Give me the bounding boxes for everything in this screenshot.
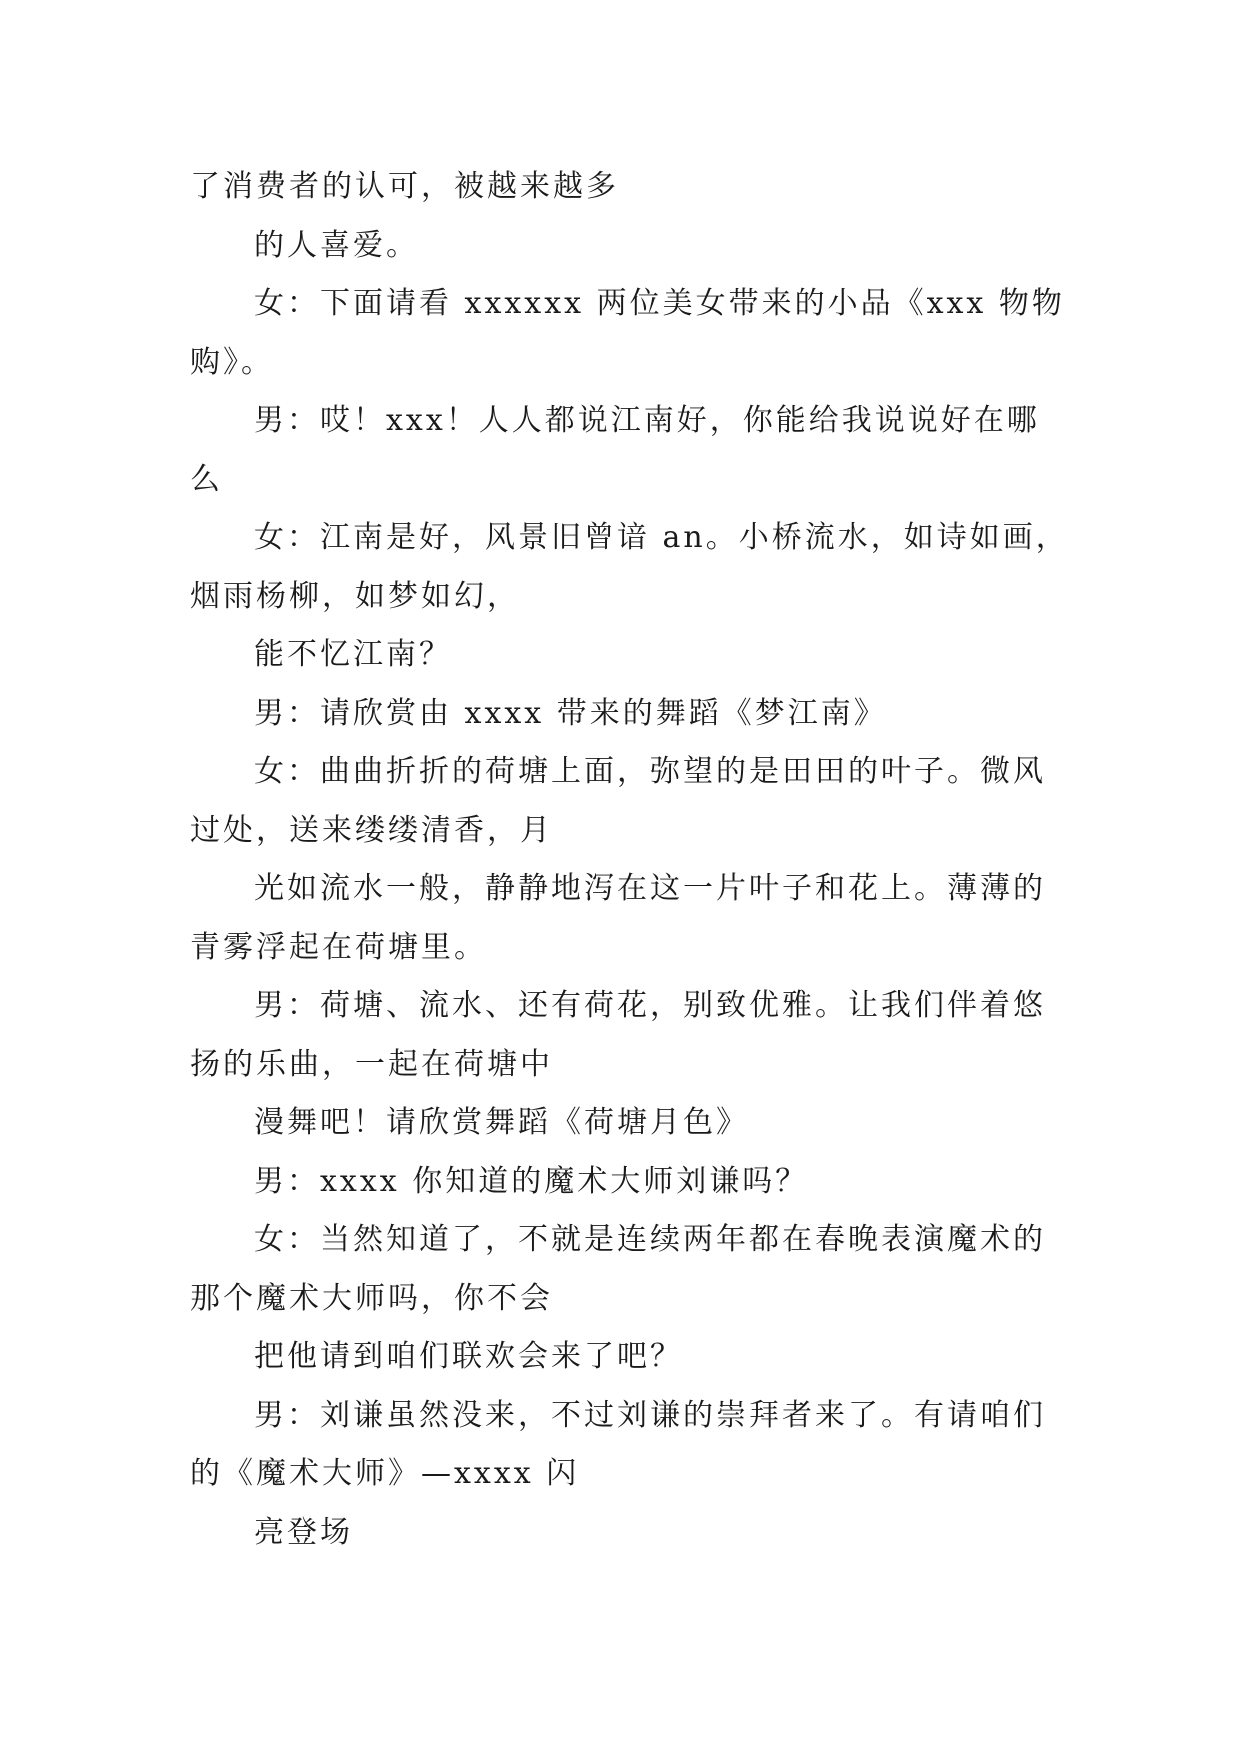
text-line: 青雾浮起在荷塘里。 [190,929,487,965]
text-line: 那个魔术大师吗，你不会 [190,1280,553,1316]
text-line: 了消费者的认可，被越来越多 [190,169,619,204]
text-line: 能不忆江南？ [254,637,452,672]
text-line: 把他请到咱们联欢会来了吧？ [254,1339,683,1374]
text-line: 烟雨杨柳，如梦如幻， [190,578,520,614]
text-line: 女：当然知道了，不就是连续两年都在春晚表演魔术的 [254,1222,1046,1257]
text-line: 漫舞吧！请欣赏舞蹈《荷塘月色》 [254,1105,749,1140]
text-line: 的《魔术大师》—xxxx 闪 [190,1456,580,1491]
text-line: 男：xxxx 你知道的魔术大师刘谦吗？ [254,1163,809,1199]
text-line: 女：曲曲折折的荷塘上面，弥望的是田田的叶子。微风 [254,754,1046,789]
text-line: 男：荷塘、流水、还有荷花，别致优雅。让我们伴着悠 [254,988,1046,1023]
text-line: 光如流水一般，静静地泻在这一片叶子和花上。薄薄的 [254,871,1046,906]
text-line: 亮登场 [254,1514,353,1550]
text-line: 的人喜爱。 [254,227,419,263]
text-line: 购》。 [190,344,274,380]
text-line: 男：刘谦虽然没来，不过刘谦的崇拜者来了。有请咱们 [254,1397,1046,1433]
text-line: 男：请欣赏由 xxxx 带来的舞蹈《梦江南》 [254,695,887,731]
text-line: 过处，送来缕缕清香，月 [190,812,553,848]
text-line: 女：江南是好，风景旧曾谙 an。小桥流水，如诗如画， [254,520,1069,555]
text-line: 男：哎！xxx！人人都说江南好，你能给我说说好在哪 [254,403,1040,438]
text-line: 扬的乐曲，一起在荷塘中 [190,1046,553,1082]
text-line: 女：下面请看 xxxxxx 两位美女带来的小品《xxx 物物 [254,286,1065,321]
text-line: 么 [190,461,223,497]
script-text-body [190,158,1069,1562]
